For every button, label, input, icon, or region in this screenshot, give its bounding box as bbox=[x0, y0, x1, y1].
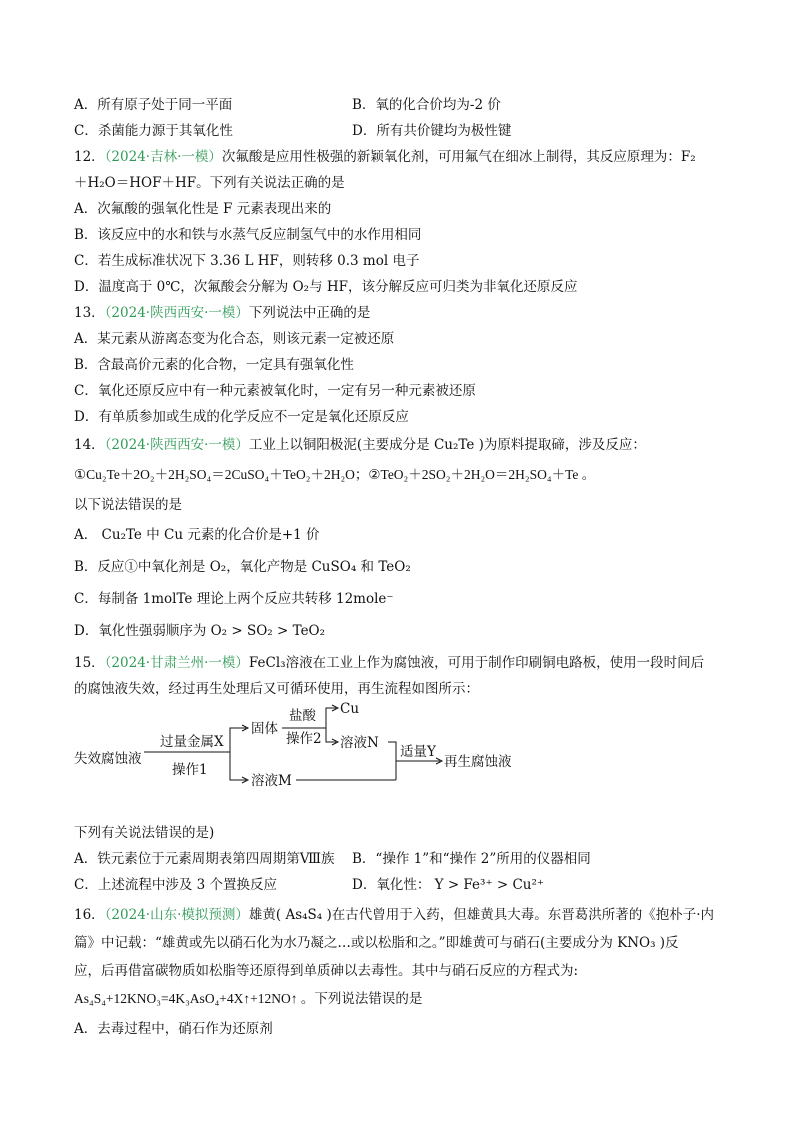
q14-option-a: A． Cu₂Te 中 Cu 元素的化合价是+1 价 bbox=[74, 527, 320, 543]
flow-hcl-label: 盐酸 bbox=[289, 708, 316, 724]
q13-option-b: B．含最高价元素的化合物，一定具有强氧化性 bbox=[74, 357, 354, 373]
q11-option-a: A．所有原子处于同一平面 bbox=[74, 97, 233, 113]
q13-number: 13． bbox=[74, 305, 105, 321]
q16-stem-text: 雄黄( As₄S₄ )在古代曾用于入药，但雄黄具大毒。东晋葛洪所著的《抱朴子·内 bbox=[248, 907, 715, 923]
flow-cu-label: Cu bbox=[340, 701, 360, 717]
flow-solm-label: 溶液M bbox=[251, 773, 292, 789]
q11-option-d: D．所有共价键均为极性键 bbox=[352, 123, 512, 139]
q16-stem-line1 bbox=[74, 906, 714, 924]
q11-option-b: B．氧的化合价均为-2 价 bbox=[352, 97, 501, 113]
q14-option-c: C．每制备 1molTe 理论上两个反应共转移 12mole⁻ bbox=[74, 591, 394, 607]
flow-branch-upper bbox=[224, 728, 246, 752]
q15-question: 下列有关说法错误的是) bbox=[74, 825, 215, 841]
q15-source: （2024·甘肃兰州·一模） bbox=[104, 655, 249, 671]
q15-option-a: A．铁元素位于元素周期表第四周期第Ⅷ族 bbox=[74, 851, 335, 867]
q12-stem-line2: ＋H₂O＝HOF＋HF。下列有关说法正确的是 bbox=[74, 175, 345, 191]
q12-source: （2024·吉林·一模） bbox=[104, 149, 222, 165]
q12-stem-line1 bbox=[74, 148, 696, 166]
regeneration-flow-diagram bbox=[74, 700, 534, 808]
q13-option-d: D．有单质参加或生成的化学反应不一定是氧化还原反应 bbox=[74, 409, 409, 425]
flow-op2-label: 操作2 bbox=[286, 731, 322, 747]
flow-reagent-y-label: 适量Y bbox=[400, 744, 436, 760]
q14-stem bbox=[74, 436, 646, 454]
flow-soln-label: 溶液N bbox=[340, 735, 379, 751]
q15-stem-line2: 的腐蚀液失效，经过再生处理后又可循环使用，再生流程如图所示： bbox=[74, 681, 479, 697]
q13-stem-text: 下列说法中正确的是 bbox=[248, 305, 371, 321]
q16-equation: As₄S₄+12KNO₃=4K₃AsO₄+4X↑+12NO↑ 。下列说法错误的是 bbox=[74, 991, 423, 1006]
flow-branch-lower bbox=[230, 752, 246, 780]
q14-question: 以下说法错误的是 bbox=[74, 497, 182, 513]
q14-stem-text: 工业上以铜阳极泥(主要成分是 Cu₂Te )为原料提取碲，涉及反应： bbox=[248, 437, 646, 453]
q16-stem-line2: 篇》中记载：“雄黄或先以硝石化为水乃凝之…或以松脂和之。”即雄黄可与硝石(主要成分为 KNO₃ )反 bbox=[74, 935, 679, 951]
q16-stem-line3: 应，后再借富碳物质如松脂等还原得到单质砷以去毒性。其中与硝石反应的方程式为: bbox=[74, 963, 579, 979]
q14-option-b: B．反应①中氧化剂是 O₂，氧化产物是 CuSO₄ 和 TeO₂ bbox=[74, 559, 411, 575]
q12-number: 12． bbox=[74, 149, 105, 165]
q13-option-c: C．氧化还原反应中有一种元素被氧化时，一定有另一种元素被还原 bbox=[74, 383, 476, 399]
q12-option-c: C．若生成标准状况下 3.36 L HF，则转移 0.3 mol 电子 bbox=[74, 253, 420, 269]
q12-option-b: B．该反应中的水和铁与水蒸气反应制氢气中的水作用相同 bbox=[74, 227, 422, 243]
q16-source: （2024·山东·模拟预测） bbox=[104, 907, 249, 923]
flow-soln-join bbox=[388, 742, 396, 780]
q14-number: 14． bbox=[74, 437, 105, 453]
q15-option-d: D．氧化性： Y > Fe³⁺ > Cu²⁺ bbox=[352, 877, 545, 893]
q16-number: 16． bbox=[74, 907, 105, 923]
q13-source: （2024·陕西西安·一模） bbox=[104, 305, 249, 321]
q15-option-b: B．“操作 1”和“操作 2”所用的仪器相同 bbox=[352, 851, 591, 867]
q15-stem-line1 bbox=[74, 654, 704, 672]
flow-solid-label: 固体 bbox=[251, 721, 278, 737]
q12-stem-text: 次氟酸是应用性极强的新颖氧化剂，可用氟气在细冰上制得，其反应原理为：F₂ bbox=[221, 149, 696, 165]
q15-option-c: C．上述流程中涉及 3 个置换反应 bbox=[74, 877, 278, 893]
q14-option-d: D．氧化性强弱顺序为 O₂ > SO₂ > TeO₂ bbox=[74, 623, 326, 639]
q14-source: （2024·陕西西安·一模） bbox=[104, 437, 249, 453]
q16-option-a: A．去毒过程中，硝石作为还原剂 bbox=[74, 1021, 273, 1037]
flow-start-label: 失效腐蚀液 bbox=[74, 751, 142, 767]
q11-option-c: C．杀菌能力源于其氧化性 bbox=[74, 123, 233, 139]
flow-reagent-x-label: 过量金属X bbox=[160, 734, 224, 750]
q13-stem bbox=[74, 304, 370, 322]
q13-option-a: A．某元素从游离态变为化合态，则该元素一定被还原 bbox=[74, 331, 395, 347]
q14-equations: ①Cu₂Te＋2O₂＋2H₂SO₄＝2CuSO₄＋TeO₂＋2H₂O；②TeO₂＋2SO₂＋2H₂O＝2H₂SO₄＋Te 。 bbox=[74, 467, 596, 482]
q12-option-a: A．次氟酸的强氧化性是 F 元素表现出来的 bbox=[74, 201, 332, 217]
flow-end-label: 再生腐蚀液 bbox=[444, 754, 512, 770]
q15-number: 15． bbox=[74, 655, 105, 671]
flow-branch-cu bbox=[320, 708, 336, 728]
q15-stem-text: FeCl₃溶液在工业上作为腐蚀液，可用于制作印刷铜电路板，使用一段时间后 bbox=[248, 655, 705, 671]
q12-option-d: D．温度高于 0℃，次氟酸会分解为 O₂与 HF，该分解反应可归类为非氧化还原反应 bbox=[74, 279, 578, 295]
flow-op1-label: 操作1 bbox=[172, 762, 208, 778]
